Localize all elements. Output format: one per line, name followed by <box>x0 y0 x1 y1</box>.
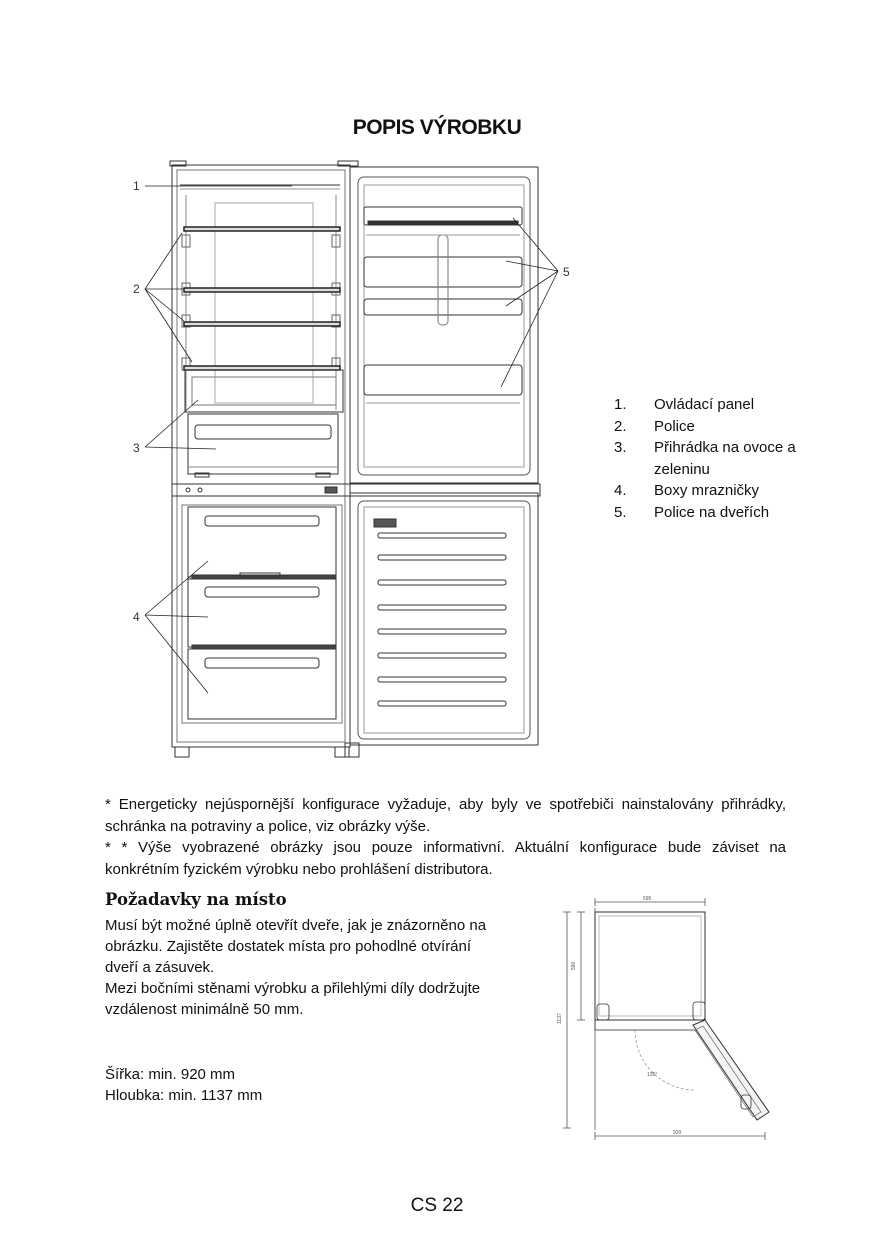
shelf-3 <box>184 322 340 326</box>
dim-side: 590 <box>571 961 577 970</box>
callout-5: 5 <box>563 265 570 279</box>
notes <box>105 794 786 880</box>
door-rack-3 <box>364 299 522 315</box>
door-rack-2 <box>364 257 522 287</box>
legend-num: 4. <box>614 482 627 499</box>
requirements-para-1: Musí být možné úplně otevřít dveře, jak je znázorněno na obrázku. Zajistěte dostatek místa pro pohodlné otvírání dveří a zásuvek. <box>105 917 487 976</box>
legend-item <box>614 480 854 502</box>
legend-item <box>614 437 854 480</box>
dim-top: 595 <box>643 896 652 902</box>
callout-1: 1 <box>133 179 140 193</box>
callout-4: 4 <box>133 610 140 624</box>
legend-text: Police na dveřích <box>654 503 770 521</box>
legend-text: Police <box>654 417 695 435</box>
min-width: Šířka: min. 920 mm <box>105 1066 236 1083</box>
legend-text: Boxy mrazničky <box>654 482 760 499</box>
legend-num: 3. <box>614 439 627 456</box>
legend <box>614 394 854 523</box>
crisper-drawer <box>188 414 338 474</box>
door-rack-4 <box>364 365 522 395</box>
shelf-1 <box>184 227 340 231</box>
legend-num: 1. <box>614 396 627 413</box>
freezer-drawer-1 <box>188 507 336 577</box>
crisper-cover <box>185 370 343 412</box>
shelf-4 <box>184 366 340 370</box>
freezer-drawer-2 <box>188 579 336 647</box>
note-informative: * * Výše vyobrazené obrázky jsou pouze informativní. Aktuální konfigurace bude záviset na konkrétním fyzickém výrobku nebo prohlášení distributora. <box>105 839 786 878</box>
minimum-dimensions <box>105 1064 262 1106</box>
legend-item <box>614 394 854 416</box>
legend-item <box>614 416 854 438</box>
dim-bottom: 920 <box>673 1130 682 1136</box>
legend-text: Přihrádka na ovoce a zeleninu <box>654 439 796 478</box>
dim-total: 1137 <box>557 1013 563 1024</box>
requirements-text <box>105 915 500 1020</box>
callout-3: 3 <box>133 441 140 455</box>
freezer-door <box>350 493 538 745</box>
fridge-cabinet <box>172 165 350 747</box>
legend-text: Ovládací panel <box>654 396 755 413</box>
clearance-diagram <box>555 890 775 1145</box>
callout-2: 2 <box>133 282 140 296</box>
freezer-drawer-3 <box>188 649 336 719</box>
shelf-2 <box>184 288 340 292</box>
min-depth: Hloubka: min. 1137 mm <box>105 1087 263 1104</box>
page-title: POPIS VÝROBKU <box>352 116 522 139</box>
legend-num: 5. <box>614 503 627 521</box>
requirements-heading: Požadavky na místo <box>105 890 287 909</box>
fridge-diagram <box>120 155 590 765</box>
requirements-para-2: Mezi bočními stěnami výrobku a přilehlými díly dodržujte vzdálenost minimálně 50 mm. <box>105 980 481 1018</box>
dim-angle: 135° <box>647 1072 658 1078</box>
legend-item <box>614 502 854 524</box>
legend-num: 2. <box>614 417 627 435</box>
page-number: CS 22 <box>410 1195 464 1216</box>
note-energy: * Energeticky nejúspornější konfigurace vyžaduje, aby byly ve spotřebiči nainstalovány přihrádky, schránka na potraviny a police, viz obrázky výše. <box>105 796 786 835</box>
